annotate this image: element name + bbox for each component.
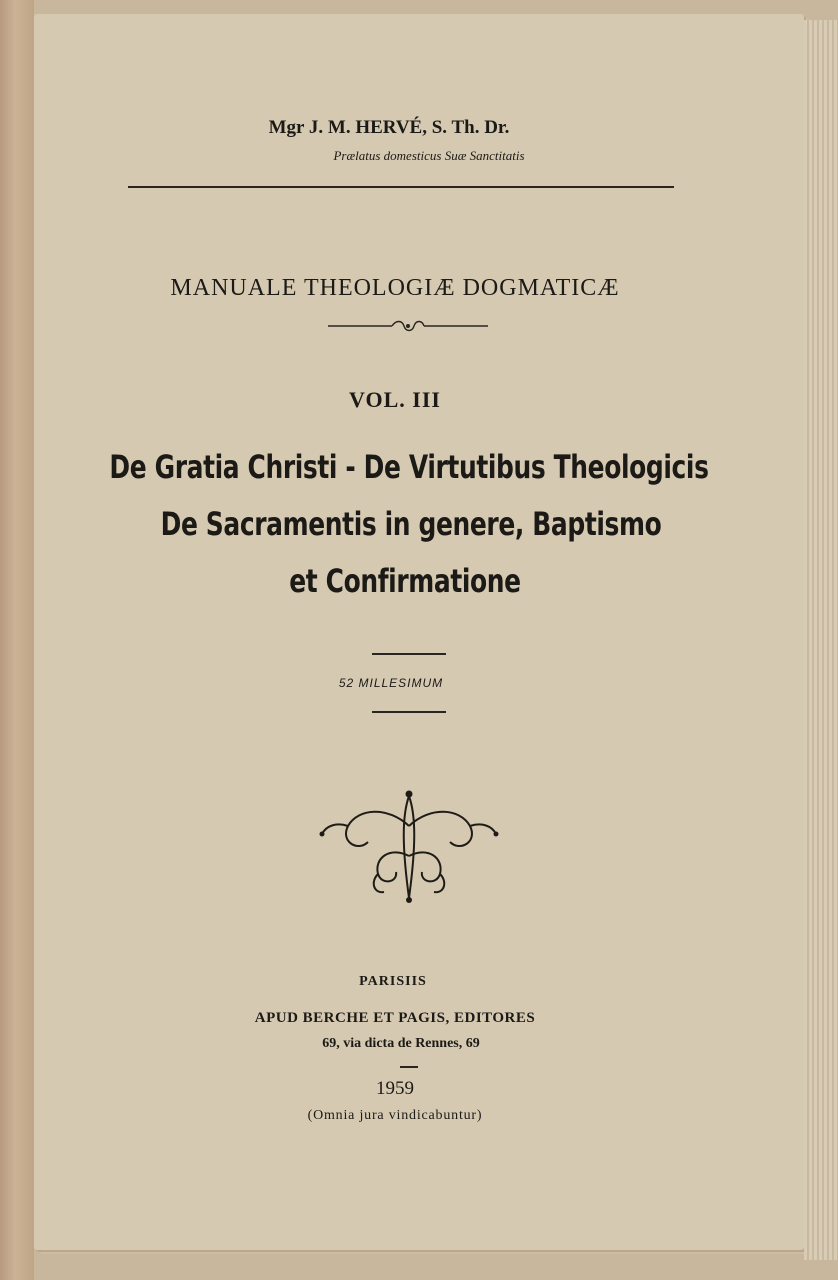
volume-number: VOL. III bbox=[349, 387, 441, 412]
floral-ornament-icon bbox=[318, 786, 500, 904]
title-line-1: De Gratia Christi - De Virtutibus Theologicis bbox=[109, 448, 709, 486]
title-line-3: et Confirmatione bbox=[289, 562, 521, 600]
author-name: Mgr J. M. HERVÉ, S. Th. Dr. bbox=[268, 117, 510, 138]
title-line-2: De Sacramentis in genere, Baptismo bbox=[160, 505, 662, 543]
edition-rule-top bbox=[372, 653, 446, 655]
imprint-publisher: APUD BERCHE ET PAGIS, EDITORES bbox=[254, 1010, 536, 1026]
author-title: Prælatus domesticus Suæ Sanctitatis bbox=[333, 148, 525, 163]
imprint-address: 69, via dicta de Rennes, 69 bbox=[322, 1036, 480, 1051]
publication-year: 1959 bbox=[376, 1078, 414, 1099]
series-title: MANUALE THEOLOGIÆ DOGMATICÆ bbox=[170, 275, 620, 301]
edition-rule-bottom bbox=[372, 711, 446, 713]
paper-cover bbox=[34, 14, 804, 1250]
rights-notice: (Omnia jura vindicabuntur) bbox=[307, 1108, 483, 1123]
small-scroll-ornament-icon bbox=[328, 318, 488, 334]
header-rule bbox=[128, 186, 674, 188]
page-edges bbox=[804, 20, 838, 1260]
imprint-city: PARISIIS bbox=[359, 974, 427, 989]
edition-label: 52 MILLESIMUM bbox=[338, 676, 444, 690]
year-rule bbox=[400, 1066, 418, 1068]
